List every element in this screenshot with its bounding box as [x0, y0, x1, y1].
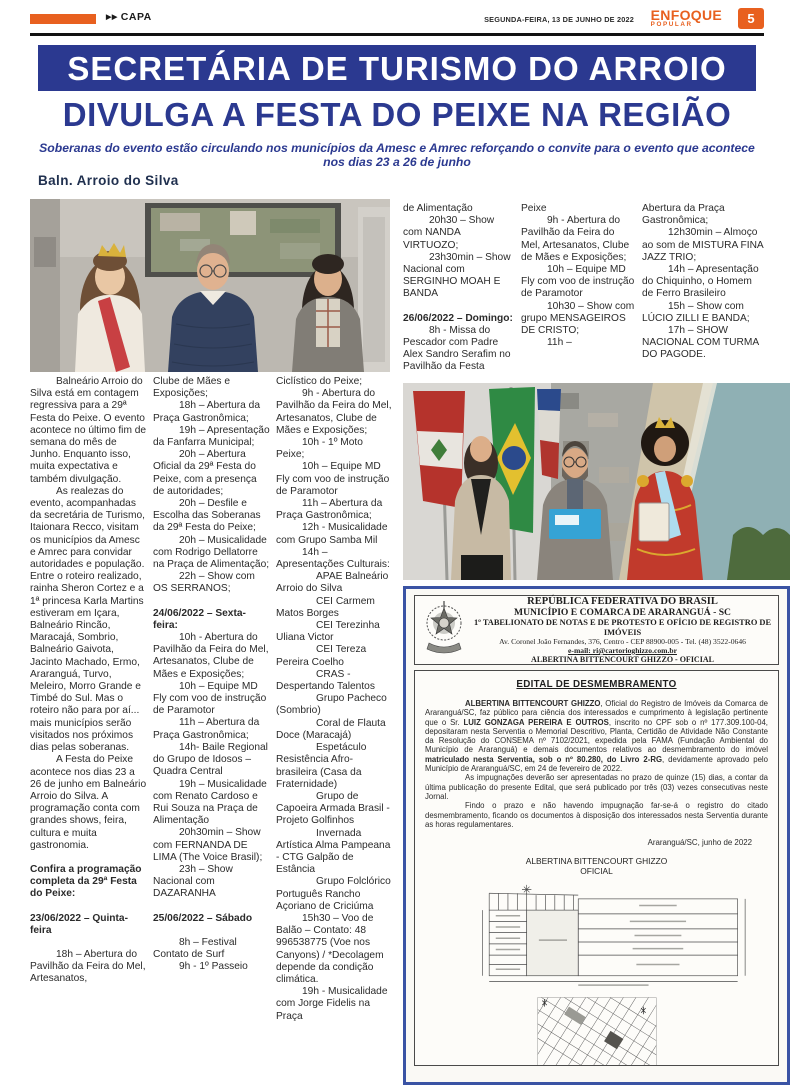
article-paragraph: 15h30 – Voo de Balão – Contato: 48 996538775 (Voe nos Canyons) / *Decolagem depende da condição climática. [276, 912, 384, 985]
letterhead-line: MUNICÍPIO E COMARCA DE ARARANGUÁ - SC [514, 607, 731, 619]
headline-line1: SECRETÁRIA DE TURISMO DO ARROIO [38, 45, 756, 91]
article-paragraph: Grupo de Capoeira Armada Brasil - Projeto Golfinhos [276, 790, 390, 827]
article-paragraph: Confira a programação completa da 29ª Festa do Peixe: [30, 863, 142, 900]
notary-letterhead [414, 595, 779, 665]
article-paragraph: 9h - Abertura do Pavilhão da Feira do Mel, Artesanatos, Clube de Mães e Exposições; [276, 388, 392, 436]
article-paragraph: 14h- Baile Regional do Grupo de Idosos – Quadra Central [153, 741, 268, 778]
article-paragraph: 8h - Missa do Pescador com Padre Alex Sandro Serafim no Pavilhão da Festa [403, 324, 511, 373]
article-paragraph: Clube de Mães e Exposições; [153, 376, 231, 400]
article-paragraph: As realezas do evento, acompanhadas da secretária de Turismo, Itaionara Recco, visitam os municípios da Amesc e Amrec para convidar autoridades e população. Entre o roteiro realizado, rainha Sheron Cortez e a 1ª princesa Karla Martins estiveram em Içara, Balneário Rincão, Maracajá, Sombrio, Balneário Gaivota, Jacinto Machado, Ermo, Araranguá, Turvo, Meleiro, Morro Grande e Timbé do Sul. Mas o roteiro não para por aí... mais municípios serão visitados nos próximos dias pelas soberanas. [30, 485, 145, 754]
article-paragraph: 23h – Show Nacional com DAZARANHA [153, 863, 233, 900]
edital-paragraph: As impugnações deverão ser apresentadas no prazo de quinze (15) dias, a contar da última publicação do presente Edital, que será publicado por três (03) vezes consecutivas neste Jornal. [425, 773, 768, 801]
article-paragraph: 22h – Show com OS SERRANOS; [153, 571, 255, 595]
article-paragraph: CEI Tereza Pereira Coelho [276, 644, 367, 668]
article-paragraph: 11h – Abertura da Praça Gastronômica; [153, 717, 260, 741]
brazil-coat-of-arms-icon [421, 599, 467, 662]
article-paragraph: 23/06/2022 – Quinta-feira [30, 912, 128, 936]
masthead-logo [651, 8, 722, 28]
article-paragraph: 11h – Abertura da Praça Gastronômica; [276, 498, 383, 522]
article-paragraph: 20h – Abertura Oficial da 29ª Festa do Peixe, com a presença de autoridades; [153, 449, 257, 497]
edital-paragraph: Findo o prazo e não havendo impugnação far-se-á o registro do citado desmembramento, ficando os documentos à disposição dos interessados nesta Serventia durante as horas regulamentares. [425, 801, 768, 829]
photo-queens-visit-illustration [30, 199, 390, 372]
letterhead-line: e-mail: ri@cartorioghizzo.com.br [568, 645, 677, 655]
photo-queens-visit [30, 199, 390, 372]
article-paragraph: CEI Terezinha Uliana Victor [276, 620, 380, 644]
article-paragraph: 10h30 – Show com grupo MENSAGEIROS DE CRISTO; [521, 300, 635, 337]
dateline-byline: Baln. Arroio do Silva [38, 173, 179, 188]
article-column-1 [30, 376, 147, 1085]
logo-line2: POPULAR [650, 21, 693, 28]
article-paragraph: Abertura da Praça Gastronômica; [642, 203, 725, 227]
photo-delegation-illustration [403, 383, 790, 580]
letterhead-line: REPÚBLICA FEDERATIVA DO BRASIL [527, 596, 718, 608]
article-paragraph: A Festa do Peixe acontece nos dias 23 a 26 de junho em Balneário Arroio do Silva. A programação conta com grandes shows, feira, cultura e muita gastronomia. [30, 754, 147, 851]
article-paragraph: Coral de Flauta Doce (Maracajá) [276, 717, 386, 741]
article-paragraph: 26/06/2022 – Domingo: [403, 312, 513, 324]
headline-line2: DIVULGA A FESTA DO PEIXE NA REGIÃO [62, 96, 732, 133]
article-paragraph: 20h – Musicalidade com Rodrigo Dellatorre na Praça de Alimentação; [153, 534, 270, 571]
article-paragraph: 12h - Musicalidade com Grupo Samba Mil [276, 522, 388, 546]
survey-plat-drawing [425, 882, 768, 992]
article-paragraph: APAE Balneário Arroio do Silva [276, 571, 389, 595]
edital-title: EDITAL DE DESMEMBRAMENTO [516, 679, 677, 690]
edital-body [414, 670, 779, 1066]
article-paragraph: Balneário Arroio do Silva está em contagem regressiva para a 29ª Festa do Peixe. O evento acontece no último fim de semana do mês de Junho. Enquanto isso, muita expectativa e também divulgação. [30, 376, 147, 485]
article-column-2 [153, 376, 270, 1085]
header-rule [30, 33, 764, 36]
signature-role: OFICIAL [580, 866, 613, 877]
letterhead-line: 1º TABELIONATO DE NOTAS E DE PROTESTO E OFÍCIO DE REGISTRO DE IMÓVEIS [473, 618, 772, 637]
signature-name: ALBERTINA BITTENCOURT GHIZZO [525, 856, 668, 867]
article-paragraph: Espetáculo Resistência Afro-brasileira (Casa da Fraternidade) [276, 742, 367, 790]
article-paragraph: 18h – Abertura da Praça Gastronômica; [153, 400, 260, 424]
article-paragraph: 9h - Abertura do Pavilhão da Feira do Mel, Artesanatos, Clube de Mães e Exposições; [521, 215, 630, 263]
article-paragraph: 9h - 1º Passeio [179, 961, 248, 973]
article-paragraph: 24/06/2022 – Sexta-feira: [153, 607, 246, 631]
article-paragraph: 19h - Musicalidade com Jorge Fidelis na Praça [276, 986, 388, 1022]
accent-bar [30, 14, 96, 24]
section-label [106, 11, 152, 23]
location-map-drawing [425, 996, 768, 1066]
article-column-6 [642, 203, 764, 381]
page-number-badge: 5 [738, 8, 764, 29]
article-paragraph: de Alimentação [403, 203, 473, 214]
letterhead-lines [473, 596, 772, 664]
article-column-4 [403, 203, 515, 381]
article-paragraph: 19h – Musicalidade com Renato Cardoso e Rui Souza na Praça de Alimentação [153, 778, 267, 827]
article-paragraph: 10h - Abertura do Pavilhão da Feira do Mel, Artesanatos, Clube de Mães e Exposições; [153, 632, 269, 680]
headline-subhead: Soberanas do evento estão circulando nos municípios da Amesc e Amrec reforçando o convite para o evento que acontece nos dias 23 a 26 de junho [39, 141, 755, 169]
article-paragraph: 15h – Show com LÚCIO ZILLI E BANDA; [642, 300, 750, 324]
article-paragraph: 14h – Apresentação do Chiquinho, o Homem de Ferro Brasileiro [642, 264, 759, 300]
article-column-3 [276, 376, 394, 1085]
article-paragraph: 23h30min – Show Nacional com SERGINHO MOAH E BANDA [403, 251, 511, 300]
issue-date: SEGUNDA-FEIRA, 13 DE JUNHO DE 2022 [484, 15, 634, 24]
article-paragraph: 19h – Apresentação da Fanfarra Municipal; [153, 424, 270, 449]
article-paragraph: 17h – SHOW NACIONAL COM TURMA DO PAGODE. [642, 325, 759, 361]
article-paragraph: 12h30min – Almoço ao som de MISTURA FINA JAZZ TRIO; [642, 227, 764, 263]
article-paragraph: 20h – Desfile e Escolha das Soberanas da 29ª Festa do Peixe; [153, 498, 261, 534]
letterhead-line: Av. Coronel João Fernandes, 376, Centro - CEP 88900-005 - Tel. (48) 3522-0646 [499, 636, 746, 646]
article-paragraph: 8h – Festival Contato de Surf [153, 936, 237, 960]
masthead [30, 8, 764, 32]
double-chevron-icon: ▶▶ [106, 14, 118, 21]
article-paragraph: 20h30min – Show com FERNANDA DE LIMA (The Voice Brasil); [153, 827, 263, 863]
edital-dateline: Araranguá/SC, junho de 2022 [647, 838, 752, 848]
article-column-5 [521, 203, 635, 381]
article-paragraph: 20h30 – Show com NANDA VIRTUOZO; [403, 215, 495, 251]
edital-paragraph: ALBERTINA BITTENCOURT GHIZZO, Oficial do Registro de Imóveis da Comarca de Araranguá/SC, faz público para ciência dos interessados e cumprimento à legislação pertinente que o Sr. LUIZ GONZAGA PEREIRA E OUTROS, inscrito no CPF sob o nº 177.309.100-04, depositaram nesta Serventia o Memorial Descritivo, Planta, Certidão de Atividade Não Constante da Resolução do CONSEMA nº 7102/2021, expedida pela FAMA (Fundação Ambiental do Município de Araranguá) e demais documentos relativos ao desmembramento do imóvel matriculado nesta Serventia, sob o nº 80.280, do Livro 2-RG, devidamente aprovado pelo Município de Araranguá/SC, em 24 de fevereiro de 2022. [425, 699, 768, 774]
article-paragraph: 18h – Abertura do Pavilhão da Feira do Mel, Artesanatos, [30, 948, 146, 985]
section-label-text: CAPA [120, 11, 152, 23]
article-paragraph: 10h – Equipe MD Fly com voo de instrução de Paramotor [521, 264, 635, 300]
article-paragraph: 10h – Equipe MD Fly com voo de instrução de Paramotor [276, 461, 390, 497]
article-paragraph: 14h – Apresentações Culturais: [276, 546, 390, 571]
article-paragraph: CRAS - Despertando Talentos [276, 668, 375, 693]
article-paragraph: 11h – [547, 337, 572, 349]
edital-paragraphs [425, 699, 768, 829]
article-paragraph: Grupo Pacheco (Sombrio) [276, 693, 387, 717]
logo-line1: ENFOQUE [650, 7, 722, 23]
photo-delegation [403, 383, 790, 580]
article-paragraph: Peixe [521, 203, 547, 214]
article-paragraph: CEI Carmem Matos Borges [276, 595, 375, 619]
article-paragraph: Invernada Artística Alma Pampeana - CTG Galpão de Estância [276, 827, 391, 876]
letterhead-line: ALBERTINA BITTENCOURT GHIZZO - OFICIAL [531, 654, 714, 664]
legal-notice [403, 586, 790, 1085]
article-paragraph: Ciclístico do Peixe; [276, 376, 363, 387]
article-paragraph: 10h – Equipe MD Fly com voo de instrução de Paramotor [153, 680, 267, 717]
article-paragraph: 10h - 1º Moto Peixe; [276, 437, 363, 461]
article-paragraph: Grupo Folclórico Português Rancho Açoriano de Criciúma [276, 876, 391, 912]
article-paragraph: 25/06/2022 – Sábado [153, 912, 253, 924]
signature-block [425, 856, 768, 876]
